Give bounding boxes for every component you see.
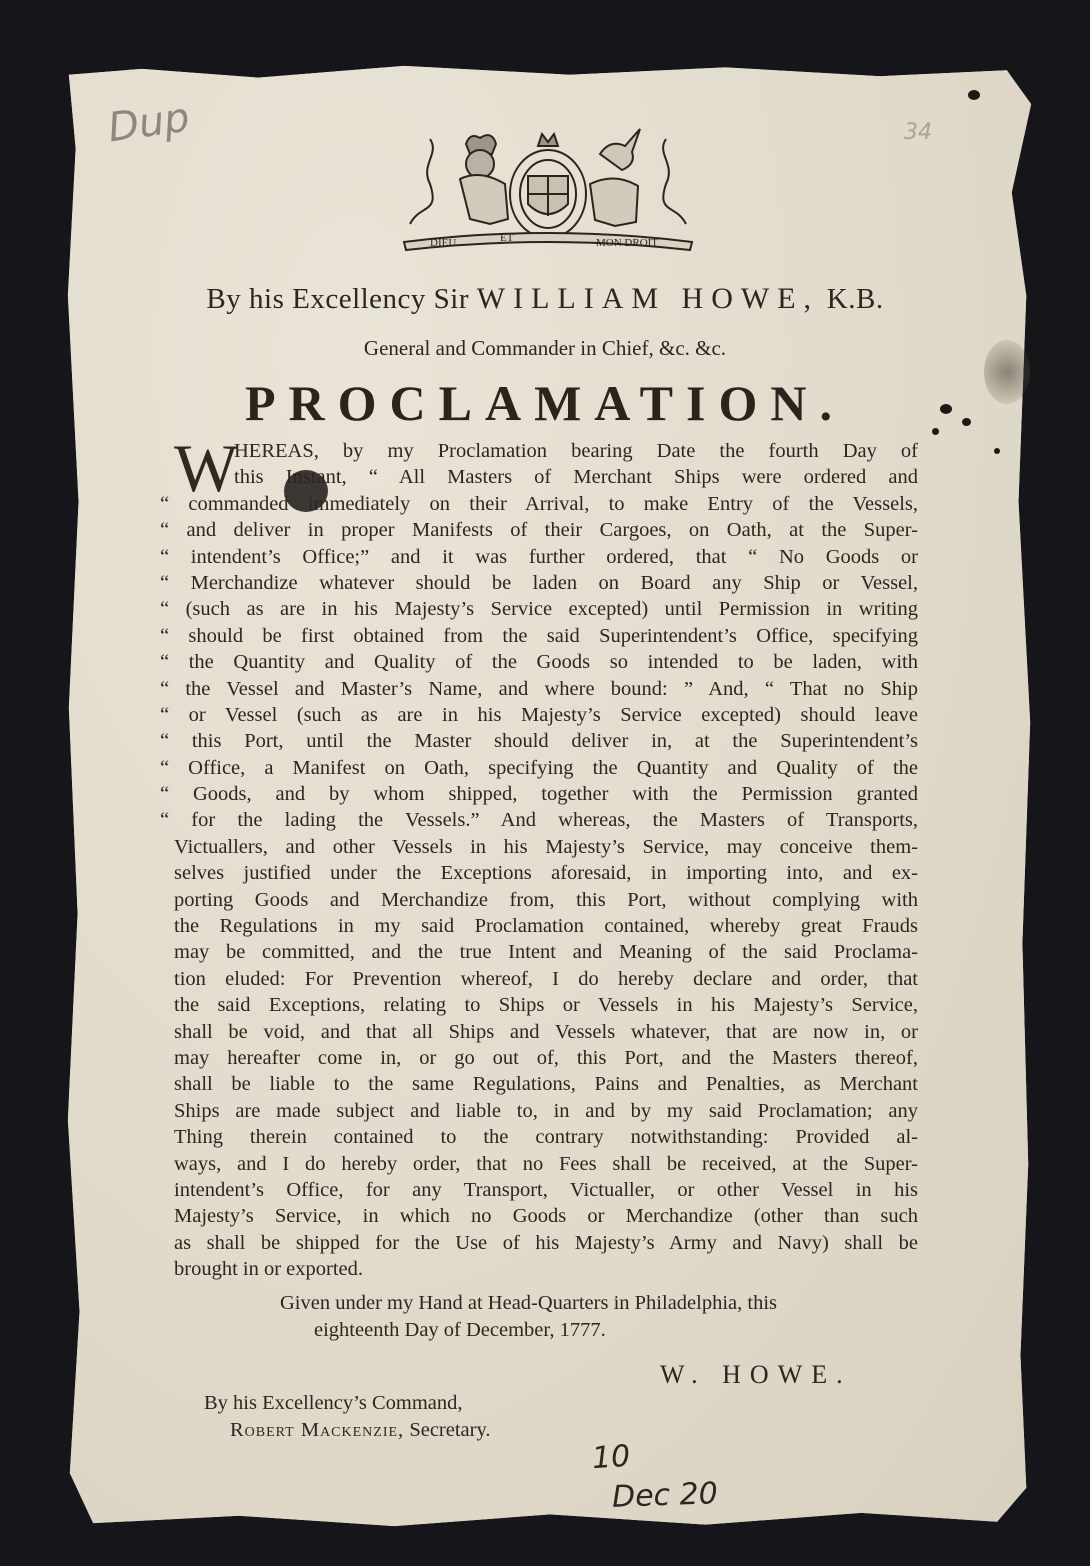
proclamation-title: PROCLAMATION.	[244, 375, 845, 431]
body-line: “ or Vessel (such as are in his Majesty’s Service excepted) should leave	[160, 703, 918, 726]
body-line: as shall be shipped for the Use of his Majesty’s Army and Navy) shall be	[174, 1231, 918, 1254]
crest-motto-right: MON DROIT	[596, 237, 659, 249]
issuer-prefix: By his Excellency Sir	[206, 283, 470, 315]
body-line: brought in or exported.	[174, 1258, 364, 1281]
body-line: ways, and I do hereby order, that no Fees shall be received, at the Super-	[174, 1152, 918, 1175]
issuer-name: WILLIAM HOWE,	[476, 282, 820, 315]
issuer-title: General and Commander in Chief, &c. &c.	[363, 336, 727, 360]
handwritten-date: Dec 20	[611, 1476, 719, 1515]
body-line: “ (such as are in his Majesty’s Service excepted) until Permission in writing	[160, 598, 918, 621]
body-line: shall be liable to the same Regulations, Pains and Penalties, as Merchant	[174, 1073, 918, 1096]
body-line: the said Exceptions, relating to Ships or Vessels in his Majesty’s Service,	[174, 994, 918, 1017]
given-line-1: Given under my Hand at Head-Quarters in Philadelphia, this	[280, 1292, 777, 1314]
issuer-order: K.B.	[826, 283, 884, 315]
issuer-line	[0, 282, 1090, 316]
body-line: “ the Quantity and Quality of the Goods so intended to be laden, with	[160, 651, 918, 674]
body-line: “ should be first obtained from the said Superintendent’s Office, specifying	[160, 624, 918, 647]
pencil-page-number: 34	[904, 120, 932, 145]
handwritten-number: 10	[590, 1438, 632, 1477]
body-line: “ the Vessel and Master’s Name, and where bound: ” And, “ That no Ship	[160, 677, 918, 700]
body-line: may hereafter come in, or go out of, this Port, and the Masters thereof,	[174, 1046, 918, 1069]
body-line: may be committed, and the true Intent and Meaning of the said Proclama-	[174, 941, 918, 964]
ink-splatter	[994, 448, 1000, 454]
printed-signature: W. HOWE.	[660, 1360, 852, 1389]
body-line: “ for the lading the Vessels.” And whereas, the Masters of Transports,	[160, 809, 918, 832]
secretary-title: Secretary.	[409, 1419, 491, 1441]
body-line: “ Merchandize whatever should be laden on Board any Ship or Vessel,	[160, 571, 918, 594]
body-line: Ships are made subject and liable to, in and by my said Proclamation; any	[174, 1099, 918, 1122]
body-line: Victuallers, and other Vessels in his Majesty’s Service, may conceive them-	[174, 835, 918, 858]
body-line: “ commanded immediately on their Arrival, to make Entry of the Vessels,	[160, 492, 918, 515]
body-line: “ this Port, until the Master should deliver in, at the Superintendent’s	[160, 730, 918, 753]
body-line: this Instant, “ All Masters of Merchant Ships were ordered and	[234, 466, 918, 489]
body-line: porting Goods and Merchandize from, this Port, without complying with	[174, 888, 918, 911]
secretary-line	[204, 1417, 491, 1444]
body-line: the Regulations in my said Proclamation contained, whereby great Frauds	[174, 915, 918, 938]
ink-splatter	[968, 90, 980, 100]
body-line: “ Office, a Manifest on Oath, specifying the Quantity and Quality of the	[160, 756, 918, 779]
body-line: Thing therein contained to the contrary notwithstanding: Provided al-	[174, 1126, 918, 1149]
given-line-2: eighteenth Day of December, 1777.	[314, 1319, 606, 1341]
given-under-hand	[280, 1290, 920, 1344]
pencil-note-dup: Dup	[105, 94, 193, 152]
secretary-name: Robert Mackenzie,	[230, 1419, 405, 1441]
by-command-block	[204, 1390, 491, 1444]
royal-coat-of-arms	[400, 124, 696, 252]
crest-motto-center: ET	[500, 232, 514, 244]
crest-motto-left: DIEU	[430, 237, 457, 249]
command-line: By his Excellency’s Command,	[204, 1392, 463, 1414]
drop-cap: W	[174, 430, 239, 506]
body-line: “ intendent’s Office;” and it was further ordered, that “ No Goods or	[160, 545, 918, 568]
body-line: HEREAS, by my Proclamation bearing Date the fourth Day of	[234, 440, 918, 462]
body-line: tion eluded: For Prevention whereof, I do hereby declare and order, that	[174, 967, 918, 990]
body-line: shall be void, and that all Ships and Vessels whatever, that are now in, or	[174, 1020, 918, 1043]
proclamation-body	[160, 430, 918, 1283]
body-line: “ and deliver in proper Manifests of their Cargoes, on Oath, at the Super-	[160, 519, 918, 542]
body-line: “ Goods, and by whom shipped, together with the Permission granted	[160, 783, 918, 806]
body-line: intendent’s Office, for any Transport, Victualler, or other Vessel in his	[174, 1178, 918, 1201]
body-line: selves justified under the Exceptions aforesaid, in importing into, and ex-	[174, 862, 918, 885]
body-line: Majesty’s Service, in which no Goods or Merchandize (other than such	[174, 1205, 918, 1228]
